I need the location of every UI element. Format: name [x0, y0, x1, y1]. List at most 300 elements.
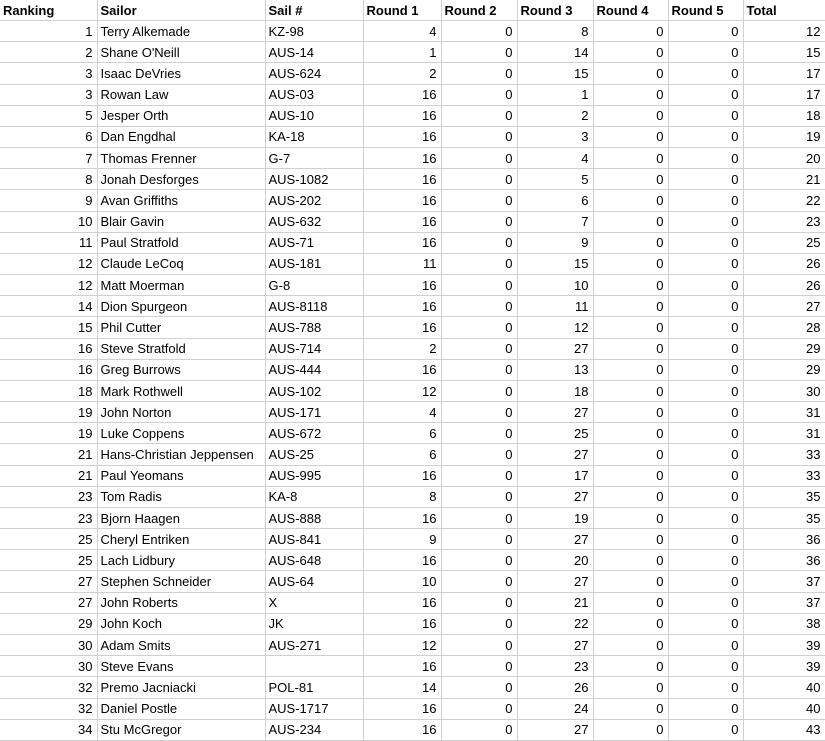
- cell-total[interactable]: 31: [743, 423, 825, 444]
- cell-round-5[interactable]: 0: [668, 486, 743, 507]
- cell-sail-[interactable]: AUS-672: [265, 423, 363, 444]
- cell-round-1[interactable]: 9: [363, 529, 441, 550]
- cell-ranking[interactable]: 14: [0, 296, 97, 317]
- cell-round-1[interactable]: 10: [363, 571, 441, 592]
- cell-sailor[interactable]: Shane O'Neill: [97, 42, 265, 63]
- cell-round-3[interactable]: 27: [517, 338, 593, 359]
- cell-total[interactable]: 40: [743, 698, 825, 719]
- cell-round-4[interactable]: 0: [593, 84, 668, 105]
- cell-round-3[interactable]: 21: [517, 592, 593, 613]
- cell-round-3[interactable]: 5: [517, 169, 593, 190]
- cell-round-5[interactable]: 0: [668, 444, 743, 465]
- cell-round-4[interactable]: 0: [593, 550, 668, 571]
- cell-round-2[interactable]: 0: [441, 359, 517, 380]
- cell-round-3[interactable]: 8: [517, 21, 593, 42]
- cell-round-4[interactable]: 0: [593, 253, 668, 274]
- cell-round-1[interactable]: 16: [363, 105, 441, 126]
- cell-round-4[interactable]: 0: [593, 338, 668, 359]
- cell-round-5[interactable]: 0: [668, 84, 743, 105]
- cell-round-1[interactable]: 16: [363, 317, 441, 338]
- cell-round-1[interactable]: 11: [363, 253, 441, 274]
- cell-sail-[interactable]: AUS-888: [265, 507, 363, 528]
- cell-round-4[interactable]: 0: [593, 423, 668, 444]
- cell-ranking[interactable]: 7: [0, 148, 97, 169]
- cell-ranking[interactable]: 25: [0, 529, 97, 550]
- cell-round-5[interactable]: 0: [668, 296, 743, 317]
- cell-round-5[interactable]: 0: [668, 42, 743, 63]
- cell-sail-[interactable]: X: [265, 592, 363, 613]
- cell-sailor[interactable]: Avan Griffiths: [97, 190, 265, 211]
- cell-round-3[interactable]: 27: [517, 571, 593, 592]
- cell-sail-[interactable]: KA-8: [265, 486, 363, 507]
- cell-round-3[interactable]: 11: [517, 296, 593, 317]
- cell-round-2[interactable]: 0: [441, 253, 517, 274]
- cell-round-4[interactable]: 0: [593, 444, 668, 465]
- cell-round-3[interactable]: 23: [517, 656, 593, 677]
- cell-ranking[interactable]: 30: [0, 634, 97, 655]
- cell-ranking[interactable]: 23: [0, 486, 97, 507]
- cell-sail-[interactable]: AUS-1717: [265, 698, 363, 719]
- cell-total[interactable]: 17: [743, 84, 825, 105]
- cell-round-3[interactable]: 24: [517, 698, 593, 719]
- cell-round-4[interactable]: 0: [593, 359, 668, 380]
- cell-sail-[interactable]: AUS-624: [265, 63, 363, 84]
- cell-round-5[interactable]: 0: [668, 275, 743, 296]
- cell-round-2[interactable]: 0: [441, 169, 517, 190]
- column-header-sailor[interactable]: Sailor: [97, 0, 265, 21]
- cell-round-3[interactable]: 18: [517, 380, 593, 401]
- cell-round-4[interactable]: 0: [593, 698, 668, 719]
- cell-round-1[interactable]: 16: [363, 550, 441, 571]
- cell-sailor[interactable]: Daniel Postle: [97, 698, 265, 719]
- cell-ranking[interactable]: 3: [0, 84, 97, 105]
- cell-round-1[interactable]: 2: [363, 338, 441, 359]
- cell-ranking[interactable]: 9: [0, 190, 97, 211]
- cell-round-2[interactable]: 0: [441, 634, 517, 655]
- cell-total[interactable]: 12: [743, 21, 825, 42]
- cell-round-3[interactable]: 4: [517, 148, 593, 169]
- cell-round-2[interactable]: 0: [441, 486, 517, 507]
- cell-round-4[interactable]: 0: [593, 529, 668, 550]
- cell-round-5[interactable]: 0: [668, 211, 743, 232]
- cell-round-5[interactable]: 0: [668, 719, 743, 740]
- cell-round-2[interactable]: 0: [441, 444, 517, 465]
- cell-total[interactable]: 30: [743, 380, 825, 401]
- cell-total[interactable]: 35: [743, 486, 825, 507]
- cell-round-5[interactable]: 0: [668, 63, 743, 84]
- cell-sailor[interactable]: Thomas Frenner: [97, 148, 265, 169]
- cell-sailor[interactable]: Stu McGregor: [97, 719, 265, 740]
- column-header-total[interactable]: Total: [743, 0, 825, 21]
- cell-round-2[interactable]: 0: [441, 275, 517, 296]
- cell-round-2[interactable]: 0: [441, 592, 517, 613]
- cell-round-5[interactable]: 0: [668, 507, 743, 528]
- cell-round-1[interactable]: 14: [363, 677, 441, 698]
- cell-sail-[interactable]: AUS-10: [265, 105, 363, 126]
- cell-round-1[interactable]: 16: [363, 507, 441, 528]
- cell-round-2[interactable]: 0: [441, 380, 517, 401]
- cell-total[interactable]: 43: [743, 719, 825, 740]
- cell-total[interactable]: 22: [743, 190, 825, 211]
- cell-ranking[interactable]: 27: [0, 592, 97, 613]
- cell-total[interactable]: 40: [743, 677, 825, 698]
- cell-round-2[interactable]: 0: [441, 571, 517, 592]
- cell-round-1[interactable]: 16: [363, 296, 441, 317]
- cell-round-2[interactable]: 0: [441, 296, 517, 317]
- cell-ranking[interactable]: 32: [0, 677, 97, 698]
- cell-total[interactable]: 28: [743, 317, 825, 338]
- cell-round-3[interactable]: 15: [517, 253, 593, 274]
- cell-sailor[interactable]: Mark Rothwell: [97, 380, 265, 401]
- cell-round-3[interactable]: 22: [517, 613, 593, 634]
- cell-round-3[interactable]: 12: [517, 317, 593, 338]
- column-header-round-1[interactable]: Round 1: [363, 0, 441, 21]
- cell-round-5[interactable]: 0: [668, 380, 743, 401]
- cell-round-4[interactable]: 0: [593, 211, 668, 232]
- cell-total[interactable]: 38: [743, 613, 825, 634]
- cell-round-3[interactable]: 10: [517, 275, 593, 296]
- cell-total[interactable]: 18: [743, 105, 825, 126]
- cell-sail-[interactable]: KZ-98: [265, 21, 363, 42]
- cell-sailor[interactable]: Steve Evans: [97, 656, 265, 677]
- cell-ranking[interactable]: 2: [0, 42, 97, 63]
- cell-round-5[interactable]: 0: [668, 105, 743, 126]
- cell-round-3[interactable]: 9: [517, 232, 593, 253]
- cell-round-4[interactable]: 0: [593, 169, 668, 190]
- cell-round-5[interactable]: 0: [668, 253, 743, 274]
- cell-round-1[interactable]: 6: [363, 423, 441, 444]
- cell-sail-[interactable]: AUS-632: [265, 211, 363, 232]
- cell-round-4[interactable]: 0: [593, 613, 668, 634]
- cell-round-5[interactable]: 0: [668, 148, 743, 169]
- column-header-round-4[interactable]: Round 4: [593, 0, 668, 21]
- cell-round-2[interactable]: 0: [441, 190, 517, 211]
- cell-round-3[interactable]: 25: [517, 423, 593, 444]
- cell-sail-[interactable]: AUS-648: [265, 550, 363, 571]
- cell-total[interactable]: 29: [743, 359, 825, 380]
- cell-total[interactable]: 35: [743, 507, 825, 528]
- cell-total[interactable]: 21: [743, 169, 825, 190]
- cell-round-5[interactable]: 0: [668, 634, 743, 655]
- cell-round-5[interactable]: 0: [668, 359, 743, 380]
- cell-ranking[interactable]: 21: [0, 465, 97, 486]
- cell-round-2[interactable]: 0: [441, 402, 517, 423]
- cell-sailor[interactable]: Dan Engdhal: [97, 126, 265, 147]
- cell-round-5[interactable]: 0: [668, 190, 743, 211]
- cell-round-5[interactable]: 0: [668, 571, 743, 592]
- cell-total[interactable]: 19: [743, 126, 825, 147]
- cell-round-1[interactable]: 16: [363, 719, 441, 740]
- cell-round-5[interactable]: 0: [668, 698, 743, 719]
- cell-round-2[interactable]: 0: [441, 465, 517, 486]
- cell-round-1[interactable]: 16: [363, 232, 441, 253]
- cell-round-4[interactable]: 0: [593, 634, 668, 655]
- cell-round-3[interactable]: 7: [517, 211, 593, 232]
- cell-round-4[interactable]: 0: [593, 126, 668, 147]
- cell-sailor[interactable]: Dion Spurgeon: [97, 296, 265, 317]
- cell-total[interactable]: 33: [743, 444, 825, 465]
- cell-round-1[interactable]: 16: [363, 698, 441, 719]
- cell-total[interactable]: 26: [743, 275, 825, 296]
- cell-sailor[interactable]: Claude LeCoq: [97, 253, 265, 274]
- cell-ranking[interactable]: 10: [0, 211, 97, 232]
- cell-round-3[interactable]: 27: [517, 719, 593, 740]
- cell-ranking[interactable]: 32: [0, 698, 97, 719]
- cell-round-2[interactable]: 0: [441, 656, 517, 677]
- cell-round-5[interactable]: 0: [668, 126, 743, 147]
- cell-round-4[interactable]: 0: [593, 63, 668, 84]
- cell-ranking[interactable]: 12: [0, 253, 97, 274]
- cell-ranking[interactable]: 29: [0, 613, 97, 634]
- cell-sailor[interactable]: Paul Yeomans: [97, 465, 265, 486]
- cell-round-1[interactable]: 8: [363, 486, 441, 507]
- cell-total[interactable]: 37: [743, 592, 825, 613]
- cell-sail-[interactable]: AUS-8118: [265, 296, 363, 317]
- cell-round-2[interactable]: 0: [441, 126, 517, 147]
- cell-round-2[interactable]: 0: [441, 42, 517, 63]
- cell-sailor[interactable]: Adam Smits: [97, 634, 265, 655]
- cell-round-3[interactable]: 19: [517, 507, 593, 528]
- cell-sail-[interactable]: AUS-25: [265, 444, 363, 465]
- cell-sail-[interactable]: AUS-102: [265, 380, 363, 401]
- cell-round-3[interactable]: 27: [517, 529, 593, 550]
- cell-ranking[interactable]: 8: [0, 169, 97, 190]
- cell-round-2[interactable]: 0: [441, 21, 517, 42]
- cell-round-4[interactable]: 0: [593, 317, 668, 338]
- cell-sail-[interactable]: JK: [265, 613, 363, 634]
- cell-round-2[interactable]: 0: [441, 613, 517, 634]
- cell-round-1[interactable]: 16: [363, 656, 441, 677]
- cell-round-3[interactable]: 6: [517, 190, 593, 211]
- cell-sailor[interactable]: Jonah Desforges: [97, 169, 265, 190]
- cell-round-2[interactable]: 0: [441, 317, 517, 338]
- cell-sail-[interactable]: AUS-202: [265, 190, 363, 211]
- cell-sailor[interactable]: John Norton: [97, 402, 265, 423]
- cell-round-1[interactable]: 1: [363, 42, 441, 63]
- column-header-ranking[interactable]: Ranking: [0, 0, 97, 21]
- cell-round-5[interactable]: 0: [668, 169, 743, 190]
- cell-round-4[interactable]: 0: [593, 677, 668, 698]
- cell-total[interactable]: 27: [743, 296, 825, 317]
- cell-round-2[interactable]: 0: [441, 423, 517, 444]
- cell-round-1[interactable]: 16: [363, 465, 441, 486]
- cell-round-4[interactable]: 0: [593, 507, 668, 528]
- cell-sail-[interactable]: AUS-995: [265, 465, 363, 486]
- cell-round-3[interactable]: 27: [517, 486, 593, 507]
- cell-ranking[interactable]: 18: [0, 380, 97, 401]
- cell-round-5[interactable]: 0: [668, 465, 743, 486]
- cell-sail-[interactable]: AUS-1082: [265, 169, 363, 190]
- cell-round-4[interactable]: 0: [593, 148, 668, 169]
- cell-sailor[interactable]: Rowan Law: [97, 84, 265, 105]
- cell-round-5[interactable]: 0: [668, 402, 743, 423]
- column-header-round-3[interactable]: Round 3: [517, 0, 593, 21]
- cell-round-2[interactable]: 0: [441, 550, 517, 571]
- cell-round-4[interactable]: 0: [593, 486, 668, 507]
- cell-sailor[interactable]: Matt Moerman: [97, 275, 265, 296]
- cell-round-3[interactable]: 17: [517, 465, 593, 486]
- cell-round-1[interactable]: 16: [363, 359, 441, 380]
- cell-ranking[interactable]: 25: [0, 550, 97, 571]
- cell-ranking[interactable]: 11: [0, 232, 97, 253]
- cell-total[interactable]: 33: [743, 465, 825, 486]
- cell-total[interactable]: 17: [743, 63, 825, 84]
- cell-sail-[interactable]: AUS-271: [265, 634, 363, 655]
- cell-ranking[interactable]: 5: [0, 105, 97, 126]
- cell-ranking[interactable]: 30: [0, 656, 97, 677]
- cell-round-1[interactable]: 16: [363, 190, 441, 211]
- cell-sail-[interactable]: [265, 656, 363, 677]
- cell-total[interactable]: 20: [743, 148, 825, 169]
- cell-ranking[interactable]: 1: [0, 21, 97, 42]
- cell-round-3[interactable]: 2: [517, 105, 593, 126]
- cell-round-4[interactable]: 0: [593, 42, 668, 63]
- cell-round-3[interactable]: 13: [517, 359, 593, 380]
- cell-sail-[interactable]: AUS-181: [265, 253, 363, 274]
- cell-sail-[interactable]: AUS-14: [265, 42, 363, 63]
- cell-ranking[interactable]: 19: [0, 423, 97, 444]
- cell-ranking[interactable]: 23: [0, 507, 97, 528]
- cell-ranking[interactable]: 27: [0, 571, 97, 592]
- cell-sailor[interactable]: Premo Jacniacki: [97, 677, 265, 698]
- cell-round-1[interactable]: 16: [363, 84, 441, 105]
- cell-ranking[interactable]: 34: [0, 719, 97, 740]
- cell-sailor[interactable]: Tom Radis: [97, 486, 265, 507]
- cell-round-1[interactable]: 6: [363, 444, 441, 465]
- cell-ranking[interactable]: 16: [0, 359, 97, 380]
- cell-round-3[interactable]: 15: [517, 63, 593, 84]
- cell-round-2[interactable]: 0: [441, 105, 517, 126]
- cell-ranking[interactable]: 12: [0, 275, 97, 296]
- cell-round-4[interactable]: 0: [593, 380, 668, 401]
- cell-round-4[interactable]: 0: [593, 275, 668, 296]
- cell-sailor[interactable]: Stephen Schneider: [97, 571, 265, 592]
- cell-round-2[interactable]: 0: [441, 148, 517, 169]
- cell-sailor[interactable]: Greg Burrows: [97, 359, 265, 380]
- cell-round-4[interactable]: 0: [593, 656, 668, 677]
- cell-round-2[interactable]: 0: [441, 677, 517, 698]
- cell-round-3[interactable]: 3: [517, 126, 593, 147]
- cell-round-2[interactable]: 0: [441, 698, 517, 719]
- cell-round-1[interactable]: 16: [363, 148, 441, 169]
- cell-round-5[interactable]: 0: [668, 677, 743, 698]
- cell-sailor[interactable]: Phil Cutter: [97, 317, 265, 338]
- cell-sailor[interactable]: Hans-Christian Jeppensen: [97, 444, 265, 465]
- cell-round-5[interactable]: 0: [668, 423, 743, 444]
- cell-round-2[interactable]: 0: [441, 211, 517, 232]
- cell-sailor[interactable]: Lach Lidbury: [97, 550, 265, 571]
- cell-round-1[interactable]: 4: [363, 402, 441, 423]
- column-header-sail-[interactable]: Sail #: [265, 0, 363, 21]
- cell-sail-[interactable]: AUS-788: [265, 317, 363, 338]
- cell-round-4[interactable]: 0: [593, 105, 668, 126]
- cell-round-1[interactable]: 16: [363, 126, 441, 147]
- cell-sailor[interactable]: Terry Alkemade: [97, 21, 265, 42]
- cell-total[interactable]: 36: [743, 529, 825, 550]
- cell-total[interactable]: 23: [743, 211, 825, 232]
- cell-round-2[interactable]: 0: [441, 338, 517, 359]
- column-header-round-5[interactable]: Round 5: [668, 0, 743, 21]
- cell-round-2[interactable]: 0: [441, 529, 517, 550]
- cell-total[interactable]: 39: [743, 634, 825, 655]
- cell-round-4[interactable]: 0: [593, 402, 668, 423]
- cell-total[interactable]: 15: [743, 42, 825, 63]
- cell-sail-[interactable]: AUS-171: [265, 402, 363, 423]
- cell-sail-[interactable]: AUS-64: [265, 571, 363, 592]
- cell-sailor[interactable]: John Roberts: [97, 592, 265, 613]
- cell-round-2[interactable]: 0: [441, 63, 517, 84]
- cell-sailor[interactable]: Bjorn Haagen: [97, 507, 265, 528]
- cell-round-4[interactable]: 0: [593, 232, 668, 253]
- cell-round-1[interactable]: 12: [363, 380, 441, 401]
- column-header-round-2[interactable]: Round 2: [441, 0, 517, 21]
- cell-round-5[interactable]: 0: [668, 21, 743, 42]
- cell-sailor[interactable]: Paul Stratfold: [97, 232, 265, 253]
- cell-round-3[interactable]: 27: [517, 402, 593, 423]
- cell-total[interactable]: 31: [743, 402, 825, 423]
- cell-round-5[interactable]: 0: [668, 656, 743, 677]
- cell-ranking[interactable]: 3: [0, 63, 97, 84]
- cell-total[interactable]: 39: [743, 656, 825, 677]
- cell-sail-[interactable]: G-8: [265, 275, 363, 296]
- cell-round-3[interactable]: 20: [517, 550, 593, 571]
- cell-sail-[interactable]: AUS-444: [265, 359, 363, 380]
- cell-round-3[interactable]: 26: [517, 677, 593, 698]
- cell-round-1[interactable]: 12: [363, 634, 441, 655]
- cell-ranking[interactable]: 19: [0, 402, 97, 423]
- cell-round-5[interactable]: 0: [668, 550, 743, 571]
- cell-sail-[interactable]: AUS-03: [265, 84, 363, 105]
- cell-sail-[interactable]: AUS-234: [265, 719, 363, 740]
- cell-sailor[interactable]: Isaac DeVries: [97, 63, 265, 84]
- cell-round-4[interactable]: 0: [593, 571, 668, 592]
- cell-total[interactable]: 36: [743, 550, 825, 571]
- cell-round-2[interactable]: 0: [441, 507, 517, 528]
- cell-sailor[interactable]: John Koch: [97, 613, 265, 634]
- cell-sailor[interactable]: Luke Coppens: [97, 423, 265, 444]
- cell-sailor[interactable]: Blair Gavin: [97, 211, 265, 232]
- cell-total[interactable]: 25: [743, 232, 825, 253]
- cell-sail-[interactable]: AUS-714: [265, 338, 363, 359]
- cell-total[interactable]: 29: [743, 338, 825, 359]
- cell-round-3[interactable]: 27: [517, 444, 593, 465]
- cell-round-1[interactable]: 2: [363, 63, 441, 84]
- cell-round-2[interactable]: 0: [441, 719, 517, 740]
- cell-sailor[interactable]: Cheryl Entriken: [97, 529, 265, 550]
- cell-round-1[interactable]: 4: [363, 21, 441, 42]
- cell-round-4[interactable]: 0: [593, 190, 668, 211]
- cell-ranking[interactable]: 15: [0, 317, 97, 338]
- cell-sail-[interactable]: KA-18: [265, 126, 363, 147]
- cell-total[interactable]: 26: [743, 253, 825, 274]
- cell-round-3[interactable]: 14: [517, 42, 593, 63]
- cell-round-1[interactable]: 16: [363, 211, 441, 232]
- cell-sail-[interactable]: G-7: [265, 148, 363, 169]
- cell-round-3[interactable]: 27: [517, 634, 593, 655]
- cell-round-2[interactable]: 0: [441, 232, 517, 253]
- cell-round-2[interactable]: 0: [441, 84, 517, 105]
- cell-round-4[interactable]: 0: [593, 21, 668, 42]
- cell-round-4[interactable]: 0: [593, 465, 668, 486]
- cell-round-5[interactable]: 0: [668, 613, 743, 634]
- cell-round-5[interactable]: 0: [668, 317, 743, 338]
- cell-round-1[interactable]: 16: [363, 275, 441, 296]
- cell-sail-[interactable]: AUS-841: [265, 529, 363, 550]
- cell-sailor[interactable]: Jesper Orth: [97, 105, 265, 126]
- cell-sail-[interactable]: AUS-71: [265, 232, 363, 253]
- cell-total[interactable]: 37: [743, 571, 825, 592]
- cell-round-5[interactable]: 0: [668, 529, 743, 550]
